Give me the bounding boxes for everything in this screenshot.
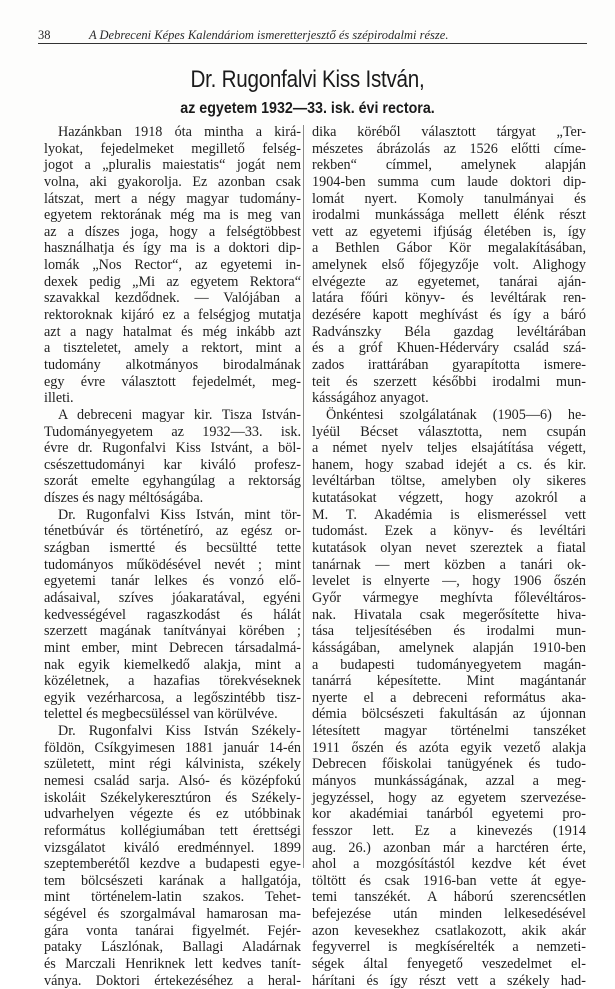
text-line: Hazánkban 1918 óta mintha a kirá-: [58, 124, 301, 140]
text-line: egyik vezérharcosa, a legőszintébb tisz-: [44, 689, 301, 706]
text-line: 1904-ben summa cum laude doktori dip-: [312, 173, 586, 190]
text-line: lyokat, fejedelmeket megillető felség-: [44, 140, 301, 157]
text-line: vett az egyetemi ifjúság életében is, így: [312, 223, 586, 240]
text-line: Tudományegyetem az 1932—33. isk.: [44, 423, 301, 440]
page-number: 38: [38, 28, 51, 42]
text-line: jegyzéssel, hogy az egyetem szervezése-: [312, 789, 586, 806]
text-line: a tiszteletet, amely a rektort, mint a: [44, 340, 301, 357]
text-line: kedvességével ragaszkodást és hálát: [44, 606, 301, 623]
text-line: látszat, mert a négy magyar tudomány-: [44, 190, 301, 207]
text-line: befejezése után minden lelkesedésével: [312, 906, 586, 923]
text-line: azt a nagy hatalmat és még inkább azt: [44, 323, 301, 340]
text-line: évre dr. Rugonfalvi Kiss Istvánt, a böl-: [44, 440, 301, 457]
left-text-column: [44, 124, 301, 989]
text-line: született, mint régi kálvinista, székely: [44, 756, 301, 773]
text-line: ahol a mozgósítástól kezdve két évet: [312, 856, 586, 873]
text-line: aug. 26.) azonban már a harctéren érte,: [312, 839, 586, 856]
text-line: mint történelem-latin szakos. Tehet-: [44, 889, 301, 906]
text-line: tása teljesítésében és irodalmi mun-: [312, 623, 586, 640]
text-line: tem bölcsészeti karának a hallgatója,: [44, 872, 301, 889]
text-line: gára vonta tanárai figyelmét. Fejér-: [44, 922, 301, 939]
text-line: hanem, hogy szabad idejét a cs. és kir.: [312, 456, 586, 473]
text-line: M. T. Akadémia is elismeréssel vett: [312, 506, 586, 523]
text-line: iskoláit Székelykeresztúron és Székely-: [44, 789, 301, 806]
text-line: a német nyelv teljes elsajátítása végett,: [312, 440, 586, 457]
text-line: temi tanszékét. A háború szerencsétlen: [312, 889, 586, 906]
text-line: latára főúri könyv- és levéltárak ren-: [312, 290, 586, 307]
text-line: levéltárban töltse, amelyben oly sikeres: [312, 473, 586, 490]
text-line: rektoroknak kijáró ez a felségjog mutatja: [44, 307, 301, 324]
text-line: csészettudományi kar kiváló profesz-: [44, 456, 301, 473]
text-line: azon kevesekhez csatlakozott, akik akár: [312, 922, 586, 939]
text-line: egy évre választott fejedelmét, meg-: [44, 373, 301, 390]
text-line: szágban ismertté és becsültté tette: [44, 540, 301, 557]
text-line: szorát emelte egyhangúlag a rektorság: [44, 473, 301, 490]
text-line: nak. Hivatala csak megerősítette hiva-: [312, 606, 586, 623]
text-line: és Marczali Henriknek lett kedves tanít-: [44, 956, 301, 973]
text-line: Dr. Rugonfalvi Kiss István, mint tör-: [58, 506, 301, 523]
text-line: szerzett magának tanítványai körében ;: [44, 623, 301, 640]
text-line: nak egyik kiemelkedő alakja, mint a: [44, 656, 301, 673]
article-title: Dr. Rugonfalvi Kiss István,: [190, 66, 425, 93]
text-line: kásságában, amelynek alapján 1910-ben: [312, 639, 586, 656]
text-line: tudományos működésével nevét ; mint: [44, 556, 301, 573]
text-line: Önkéntesi szolgálatának (1905—6) he-: [326, 406, 586, 423]
text-line: kásságához anyagot.: [312, 390, 429, 407]
text-line: dezésére kapott meghívást és így a báró: [312, 307, 586, 324]
text-line: irodalmi munkássága mellett élénk részt: [312, 207, 586, 224]
text-line: zados irattárában gyarapította ismere-: [312, 356, 586, 373]
text-line: 1911 őszén és azóta egyik vezető alakja: [312, 739, 586, 756]
text-line: A debreceni magyar kir. Tisza István-: [58, 406, 301, 423]
text-line: mányos munkásságának, azzal a meg-: [312, 772, 586, 789]
text-line: tudomást. Ezek a könyv- és levéltári: [312, 523, 586, 540]
right-text-column: [312, 124, 586, 989]
text-line: ványa. Doktori értekezéséhez a heral-: [44, 972, 301, 989]
text-line: díszes és nagy méltóságába.: [44, 490, 204, 507]
text-line: nyerte el a debreceni református aka-: [312, 689, 586, 706]
text-line: adásaival, szíves jóakaratával, egyéni: [44, 589, 301, 606]
text-line: mint ember, mint Debrecen társadalmá-: [44, 639, 301, 656]
text-line: kutatások olyan nevet szereztek a fiatal: [312, 540, 586, 557]
text-line: közéletnek, a hazafias törekvéseknek: [44, 673, 301, 690]
text-line: levelet is elnyerte —, hogy 1906 őszén: [312, 573, 586, 590]
text-line: a budapesti tudományegyetem magán-: [312, 656, 586, 673]
text-line: ségével és szorgalmával hamarosan ma-: [44, 906, 301, 923]
text-line: szeptemberétől kezdve a budapesti egye-: [44, 856, 301, 873]
text-line: vizsgálatot kiváló eredménnyel. 1899: [44, 839, 301, 856]
text-line: dexek pedig „Mi az egyetem Rektora“: [44, 273, 301, 290]
text-line: használhatja és így ma is a doktori dip-: [44, 240, 301, 257]
text-line: démia bölcsészeti fakultásán az újonnan: [312, 706, 586, 723]
text-line: mészetes ábrázolás az 1526 előtti címe-: [312, 140, 586, 157]
text-line: nemesi család sarja. Alsó- és középfokú: [44, 772, 301, 789]
column-divider: [303, 125, 304, 868]
text-line: tanárrá képesítette. Mint magántanár: [312, 673, 586, 690]
text-line: kutatásokat végzett, hogy azokról a: [312, 490, 586, 507]
text-line: illeti.: [44, 390, 74, 407]
text-line: és a gróf Khuen-Héderváry család szá-: [312, 340, 586, 357]
text-line: tanárnak — mert közben a tanári ok-: [312, 556, 586, 573]
text-line: ténetbúvár és történetíró, az egész or-: [44, 523, 301, 540]
running-header: [38, 27, 587, 44]
text-line: Radvánszky Béla gazdag levéltárában: [312, 323, 586, 340]
text-line: létesített magyar történelmi tanszéket: [312, 723, 586, 740]
text-line: fesszor lett. Ez a kinevezés (1914: [312, 822, 586, 839]
text-line: lomát nyert. Komoly tanulmányai és: [312, 190, 586, 207]
text-line: udvarhelyen végezte és ez utóbbinak: [44, 806, 301, 823]
text-line: földön, Csíkgyimesen 1881 január 14-én: [44, 739, 301, 756]
text-line: egyetem rektorának még ma is meg van: [44, 207, 301, 224]
text-line: amelynek első főjegyzője volt. Alighogy: [312, 257, 586, 274]
text-line: szavakkal kezdődnek. — Valójában a: [44, 290, 301, 307]
text-line: az a díszes joga, hogy a felségtöbbest: [44, 223, 301, 240]
article-subtitle: az egyetem 1932—33. isk. évi rectora.: [180, 100, 435, 117]
text-line: ségek által fenyegető veszedelmet el-: [312, 956, 586, 973]
text-line: volna, aki gyakorolja. Ez azonban csak: [44, 173, 301, 190]
text-line: tudomány alkotmányos birodalmának: [44, 356, 301, 373]
text-line: kor akadémiai tanárból egyetemi pro-: [312, 806, 586, 823]
text-line: teit és szerzett későbbi irodalmi mun-: [312, 373, 586, 390]
text-line: Dr. Rugonfalvi Kiss István Székely-: [58, 723, 301, 740]
text-line: a Bethlen Gábor Kör megalakításában,: [312, 240, 586, 257]
text-line: töltött és csak 1916-ban vette át egye-: [312, 872, 586, 889]
text-line: rekben“ címmel, amelynek alapján: [312, 157, 586, 174]
text-line: elvégezte az egyetemet, tanárai aján-: [312, 273, 586, 290]
text-line: hárítani és így részt vett a székely had-: [312, 972, 586, 989]
text-line: telettel és megbecsüléssel van körülvéve.: [44, 706, 278, 723]
text-line: Debrecen főiskolai tanügyének és tudo-: [312, 756, 586, 773]
text-line: jogot a „pluralis maiestatis“ jogát nem: [44, 157, 301, 174]
text-line: lomák „Nos Rector“, az egyetemi in-: [44, 257, 301, 274]
text-line: pataky Lászlónak, Ballagi Aladárnak: [44, 939, 301, 956]
text-line: Győr vármegye meghívta főlevéltáros-: [312, 589, 586, 606]
text-line: fegyverrel is megkísérelték a nemzeti-: [312, 939, 586, 956]
text-line: dika köréből választott tárgyat „Ter-: [312, 124, 586, 140]
text-line: egyetemi tanár lelkes és vonzó elő-: [44, 573, 301, 590]
text-line: református kollégiumában tett érettségi: [44, 822, 301, 839]
text-line: lyéül Bécset választotta, nem csupán: [312, 423, 586, 440]
running-title: A Debreceni Képes Kalendáriom ismeretterjesztő és szépirodalmi része.: [89, 28, 449, 42]
